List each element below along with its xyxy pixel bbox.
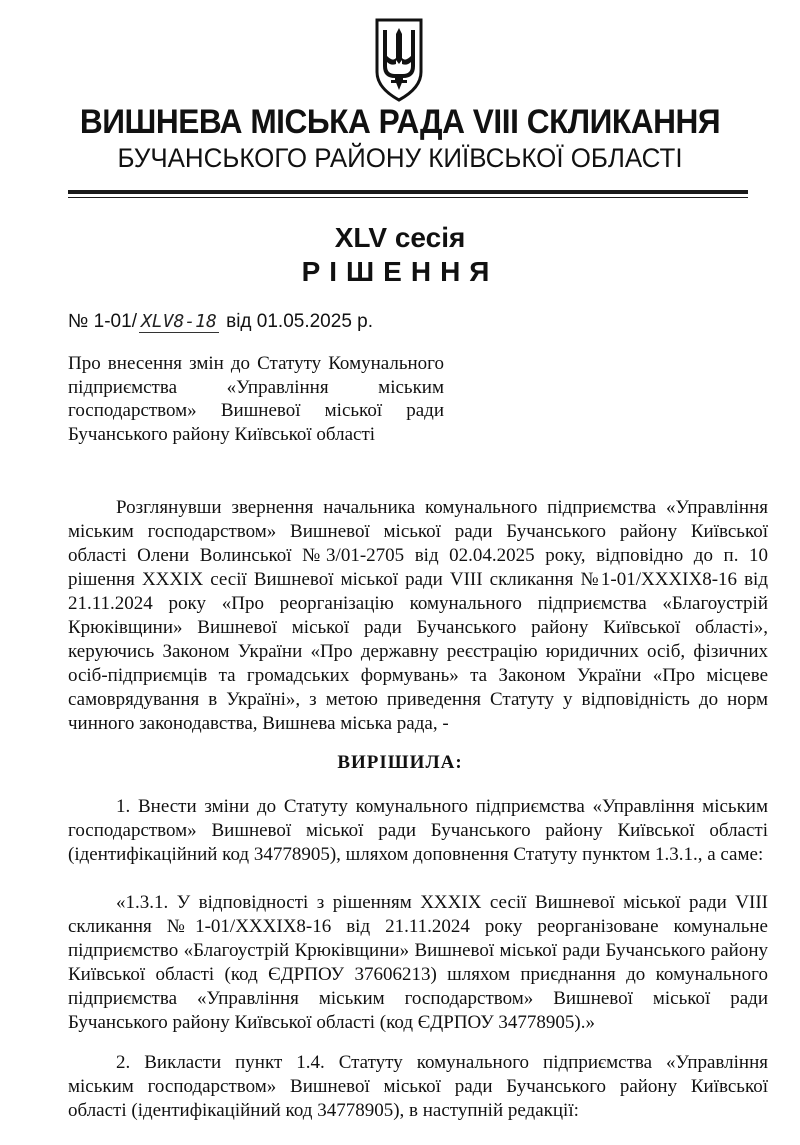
trident-emblem-icon [369,14,429,104]
preamble-paragraph: Розглянувши звернення начальника комунального підприємства «Управління міським господарством» Вишневої міської ради Бучанського району Київської області Олени Волинської №3/01-2705 від 02.04.2025 року, відповідно до п. 10 рішення XXXIX сесії Вишневої міської ради VIII скликання №1-01/XXXIX8-16 від 21.11.2024 року «Про реорганізацію комунального підприємства «Благоустрій Крюківщини» Вишневої міської ради Бучанського району Київської області», керуючись Законом України «Про державну реєстрацію юридичних осіб, фізичних осіб-підприємців та громадських формувань» та Законом України «Про місцеве самоврядування в Україні», з метою приведення Статуту у відповідність до норм чинного законодавства, Вишнева міська рада, - [68,497,768,734]
decision-number-prefix: № 1-01/ [68,311,137,332]
item-2-paragraph: 2. Викласти пункт 1.4. Статуту комунального підприємства «Управління міським господарством» Вишневої міської ради Бучанського району Київської області (ідентифікаційний код 34778905), в наступній редакції: [68,1052,768,1121]
decision-title: РІШЕННЯ [301,256,499,287]
item-1-paragraph: 1. Внести зміни до Статуту комунального підприємства «Управління міським господарством» Вишневої міської ради Бучанського району Київської області (ідентифікаційний код 34778905), шляхом доповнення Статуту пунктом 1.3.1., а саме: [68,796,768,865]
council-name: ВИШНЕВА МІСЬКА РАДА VIII СКЛИКАННЯ [79,103,721,141]
decision-number-line [68,311,373,333]
session-title: XLV сесія [334,222,466,253]
item-1-quote-paragraph: «1.3.1. У відповідності з рішенням XXXIX сесії Вишневої міської ради VIII скликання №1-01/XXXIX8-16 від 21.11.2024 року реорганізоване комунальне підприємство «Благоустрій Крюківщини» Вишневої міської ради Бучанського району Київської області (код ЄДРПОУ 37606213) шляхом приєднання до комунального підприємства «Управління міським господарством» Вишневої міської ради Бучанського району Київської області (код ЄДРПОУ 34778905).» [68,892,768,1033]
resolved-heading: ВИРІШИЛА: [337,752,463,773]
decision-subject: Про внесення змін до Статуту Комунального підприємства «Управління міським господарством» Вишневої міської ради Бучанського району Київської області [68,353,444,445]
council-subtitle: БУЧАНСЬКОГО РАЙОНУ КИЇВСЬКОЇ ОБЛАСТІ [117,143,683,173]
handwritten-number: XLV8-18 [140,311,217,332]
header-divider-thick [68,190,748,194]
decision-date: від 01.05.2025 р. [226,311,374,332]
header-divider-thin [68,197,748,198]
